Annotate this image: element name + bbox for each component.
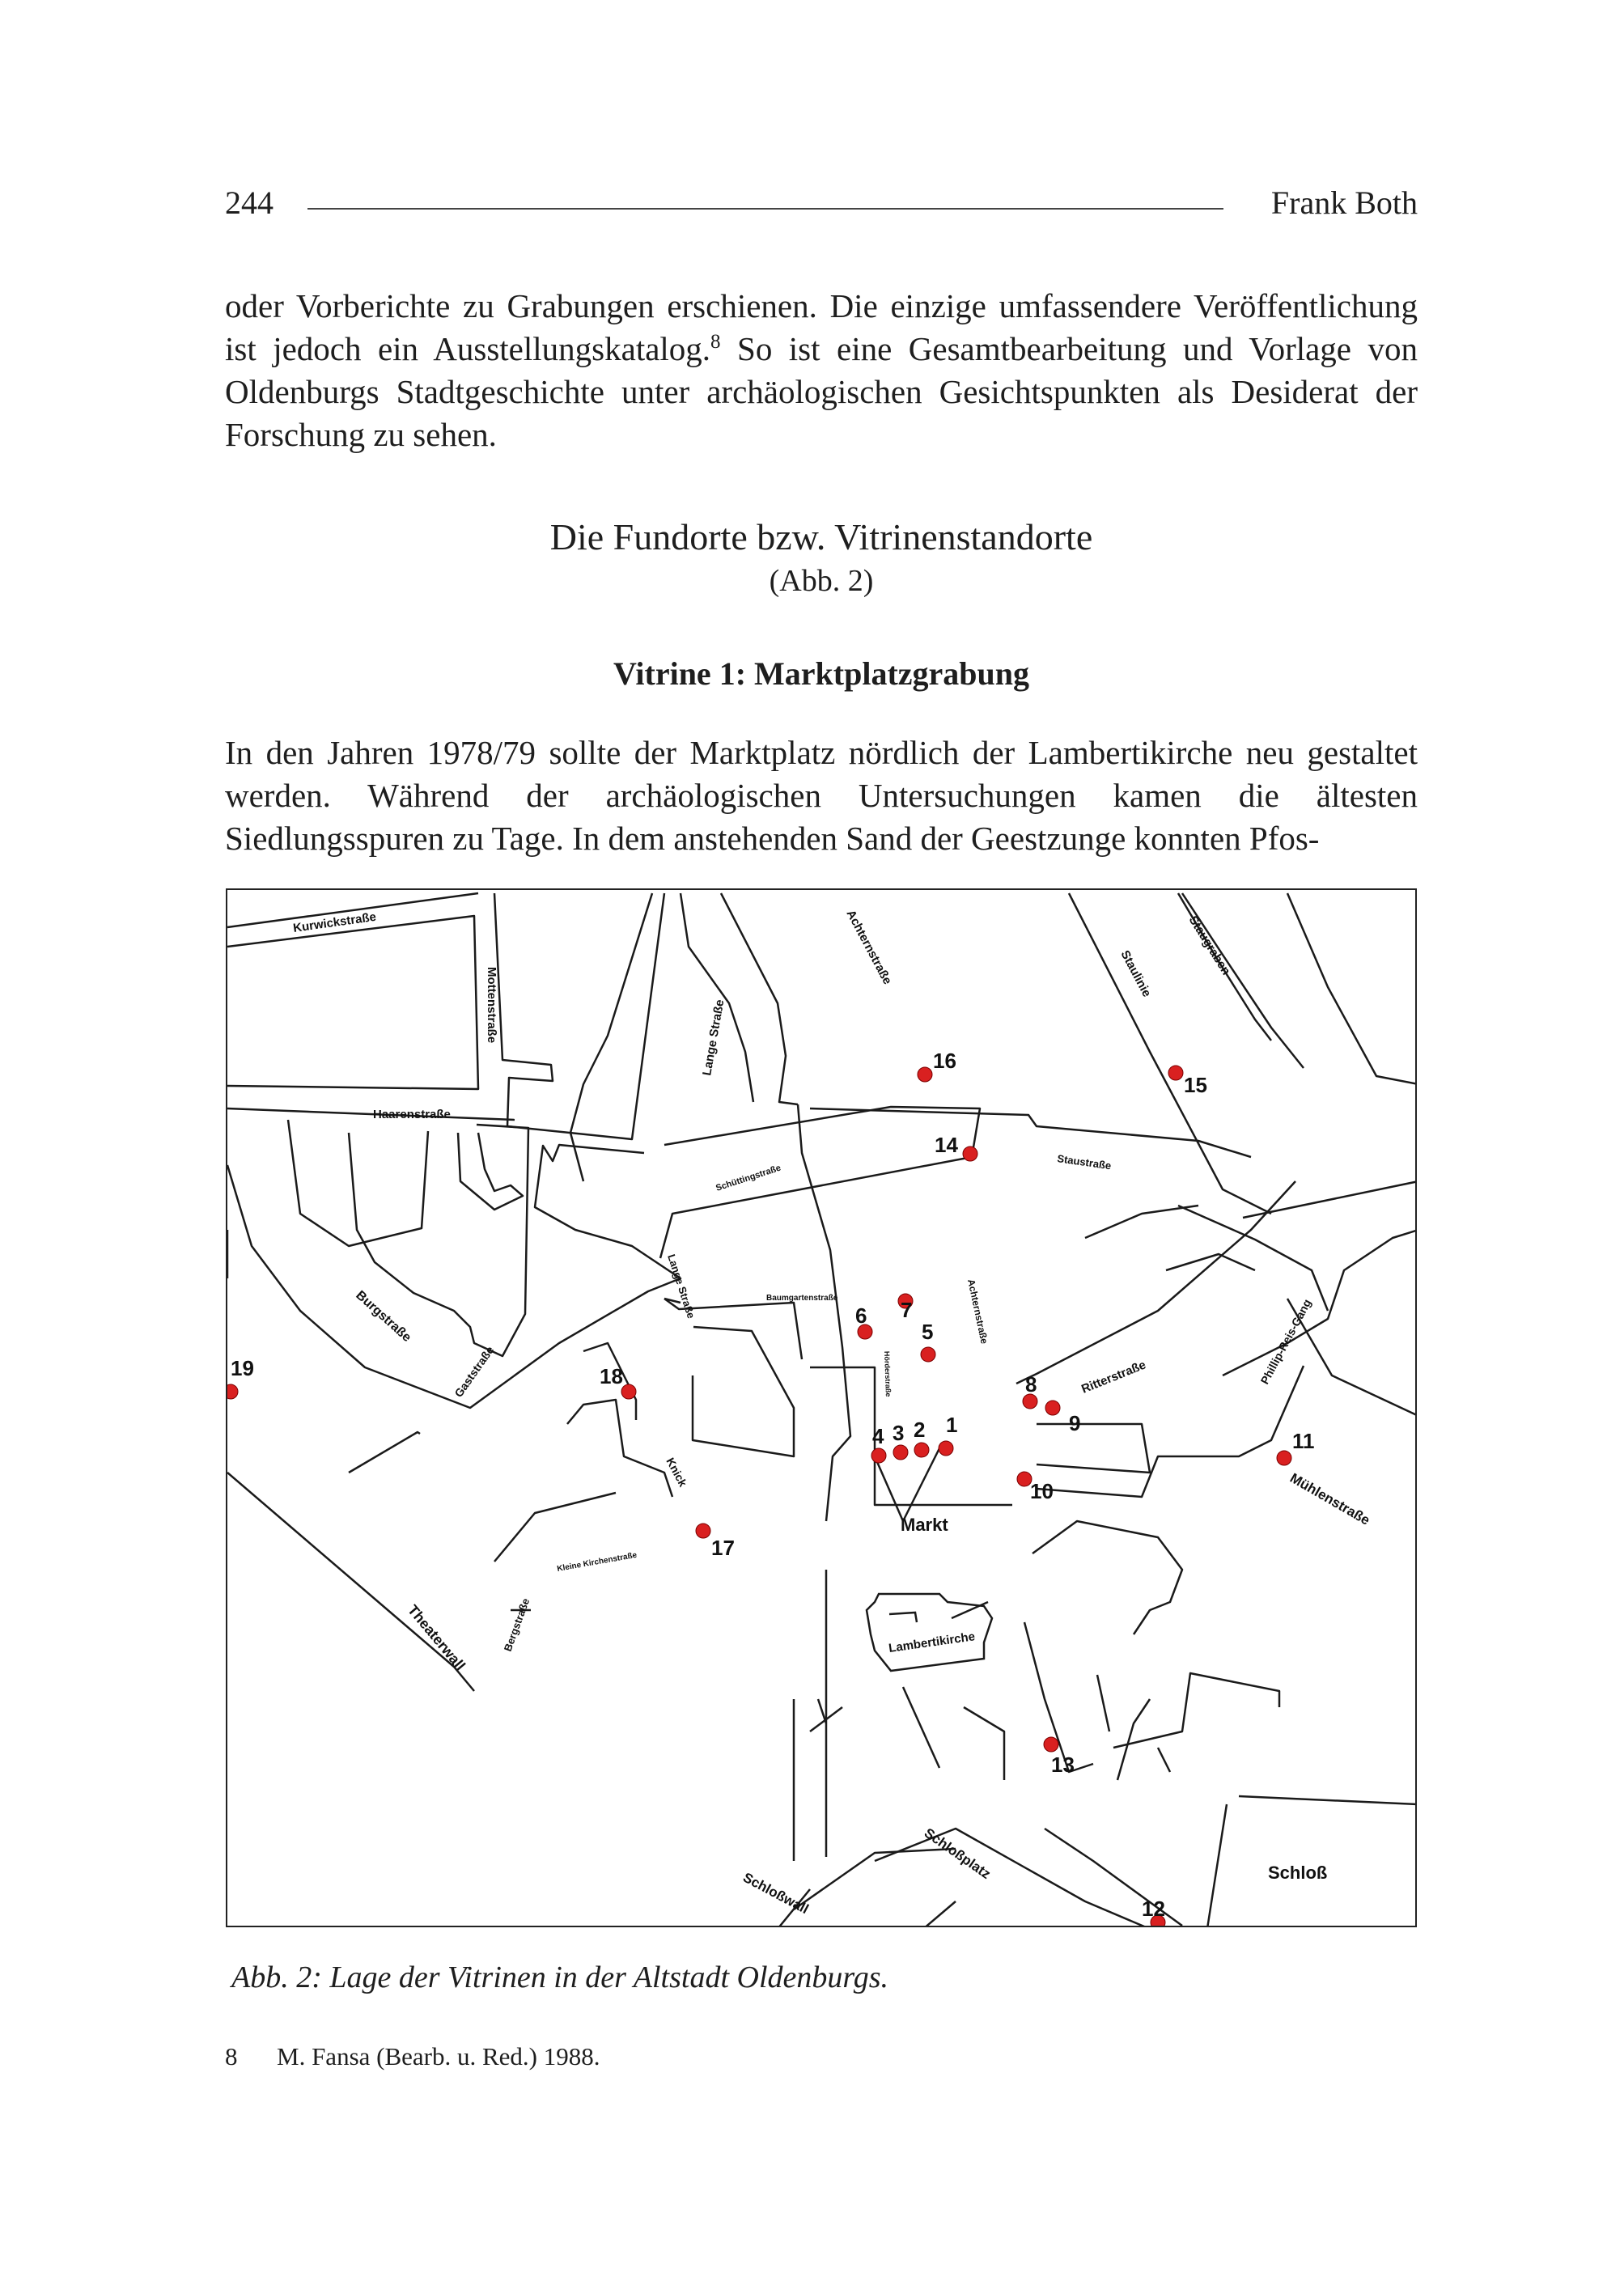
street-label-schlossplatz: Schloßplatz bbox=[921, 1825, 994, 1882]
street-label-schlosswall: Schloßwall bbox=[740, 1869, 812, 1918]
vitrine-marker-19 bbox=[227, 1384, 238, 1399]
paragraph-intro bbox=[225, 285, 1418, 456]
city-map-figure bbox=[226, 888, 1417, 1927]
figure-caption: Abb. 2: Lage der Vitrinen in der Altstadt Oldenburgs. bbox=[231, 1960, 889, 1994]
city-map bbox=[227, 890, 1417, 1927]
header-rule bbox=[307, 208, 1223, 210]
street-label-kleine-kirchenstrasse: Kleine Kirchenstraße bbox=[556, 1550, 638, 1574]
paragraph-intro-text: oder Vorberichte zu Grabungen erschienen. Die einzige umfassendere Veröffentlichung ist jedoch ein Ausstellungskatalog. bbox=[225, 287, 1418, 367]
street-label-ritterstrasse: Ritterstraße bbox=[1079, 1358, 1148, 1397]
place-label-schloss: Schloß bbox=[1268, 1863, 1328, 1883]
page-number: 244 bbox=[225, 184, 273, 221]
street-block-outlines bbox=[227, 893, 1417, 1927]
vitrine-marker-label-2: 2 bbox=[914, 1418, 926, 1442]
vitrine-marker-label-17: 17 bbox=[711, 1536, 735, 1560]
vitrine-marker-17 bbox=[696, 1524, 710, 1538]
street-label-knick: Knick bbox=[664, 1455, 690, 1490]
vitrine-marker-label-18: 18 bbox=[600, 1364, 623, 1388]
place-label-lambertikirche: Lambertikirche bbox=[888, 1630, 977, 1655]
vitrine-marker-label-10: 10 bbox=[1030, 1479, 1054, 1503]
street-label-achternstrasse-south: Achternstraße bbox=[965, 1278, 990, 1346]
vitrine-marker-label-1: 1 bbox=[946, 1413, 958, 1437]
vitrine-marker-label-5: 5 bbox=[922, 1320, 934, 1344]
street-label-phillip-reis-gang: Phillip-Reis-Gang bbox=[1257, 1296, 1314, 1387]
street-label-schuettingstrasse: Schüttingstraße bbox=[714, 1163, 782, 1193]
footnote-text: M. Fansa (Bearb. u. Red.) 1988. bbox=[277, 2042, 600, 2070]
street-label-gaststrasse: Gaststraße bbox=[452, 1343, 497, 1400]
street-label-lange-strasse-north: Lange Straße bbox=[700, 998, 727, 1077]
footnote-reference[interactable]: 8 bbox=[710, 331, 721, 353]
running-header bbox=[225, 183, 1418, 228]
street-labels bbox=[292, 908, 1372, 1917]
street-label-baumgartenstrasse: Baumgartenstraße bbox=[766, 1294, 838, 1303]
vitrine-marker-13 bbox=[1044, 1737, 1058, 1752]
street-label-bergstrasse: Bergstraße bbox=[501, 1596, 532, 1654]
street-label-burgstrasse: Burgstraße bbox=[353, 1288, 414, 1346]
vitrine-marker-label-13: 13 bbox=[1051, 1753, 1075, 1777]
street-label-mottenstrasse: Mottenstraße bbox=[485, 967, 498, 1044]
street-label-staulinie: Staulinie bbox=[1117, 947, 1154, 1000]
street-label-hoerderstrasse: Hörderstraße bbox=[883, 1350, 893, 1397]
section-figure-ref: (Abb. 2) bbox=[769, 564, 874, 598]
paragraph-marktplatz: In den Jahren 1978/79 sollte der Marktplatz nördlich der Lambertikirche neu gestaltet werden. Während der archäologischen Untersuchungen kamen die ältesten Siedlungsspuren zu Tage. In dem anstehenden Sand der Geestzunge konnten Pfos- bbox=[225, 734, 1418, 857]
street-label-muehlenstrasse: Mühlenstraße bbox=[1287, 1470, 1373, 1528]
vitrine-marker-15 bbox=[1168, 1066, 1183, 1080]
vitrine-marker-label-12: 12 bbox=[1142, 1897, 1165, 1921]
street-label-staugraben: Staugraben bbox=[1185, 913, 1233, 978]
paragraph-intro-continuation: So ist eine Gesamtbearbeitung und Vorlage von Oldenburgs Stadtgeschichte unter archäologischen Gesichtspunkten als Desiderat der Forschung zu sehen. bbox=[225, 330, 1418, 453]
vitrine-markers bbox=[227, 1049, 1315, 1927]
street-label-lange-strasse-south: Lange Straße bbox=[665, 1252, 698, 1320]
vitrine-marker-label-19: 19 bbox=[231, 1356, 254, 1380]
street-label-haarenstrasse: Haarenstraße bbox=[373, 1108, 451, 1121]
vitrine-marker-label-6: 6 bbox=[855, 1303, 867, 1328]
footnote-number: 8 bbox=[225, 2042, 238, 2070]
subsection-title: Vitrine 1: Marktplatzgrabung bbox=[613, 655, 1030, 692]
vitrine-marker-2 bbox=[914, 1443, 929, 1457]
vitrine-marker-14 bbox=[963, 1146, 977, 1161]
vitrine-marker-16 bbox=[918, 1067, 932, 1082]
street-label-staustrasse: Staustraße bbox=[1056, 1152, 1113, 1172]
vitrine-marker-3 bbox=[893, 1445, 908, 1460]
street-label-kurwickstrasse: Kurwickstraße bbox=[292, 909, 377, 935]
footnote bbox=[225, 2041, 1418, 2073]
place-labels bbox=[888, 1515, 1327, 1883]
place-label-markt: Markt bbox=[901, 1515, 948, 1535]
vitrine-marker-label-9: 9 bbox=[1069, 1411, 1081, 1435]
vitrine-marker-11 bbox=[1277, 1451, 1291, 1465]
vitrine-marker-18 bbox=[621, 1384, 636, 1399]
street-label-achternstrasse-north: Achternstraße bbox=[843, 907, 895, 987]
vitrine-marker-label-3: 3 bbox=[893, 1421, 905, 1445]
vitrine-marker-label-11: 11 bbox=[1292, 1429, 1315, 1453]
vitrine-marker-4 bbox=[871, 1448, 886, 1463]
section-title: Die Fundorte bzw. Vitrinenstandorte bbox=[549, 516, 1093, 557]
vitrine-marker-5 bbox=[921, 1347, 935, 1362]
vitrine-marker-1 bbox=[939, 1441, 953, 1456]
vitrine-marker-label-8: 8 bbox=[1025, 1372, 1037, 1397]
vitrine-marker-label-7: 7 bbox=[901, 1298, 913, 1322]
vitrine-marker-label-4: 4 bbox=[872, 1424, 884, 1448]
vitrine-marker-label-15: 15 bbox=[1184, 1073, 1207, 1097]
running-header-author: Frank Both bbox=[1270, 184, 1418, 221]
vitrine-marker-9 bbox=[1045, 1401, 1060, 1415]
vitrine-marker-label-14: 14 bbox=[935, 1133, 958, 1157]
vitrine-marker-label-16: 16 bbox=[933, 1049, 956, 1073]
street-label-theaterwall: Theaterwall bbox=[404, 1601, 469, 1674]
